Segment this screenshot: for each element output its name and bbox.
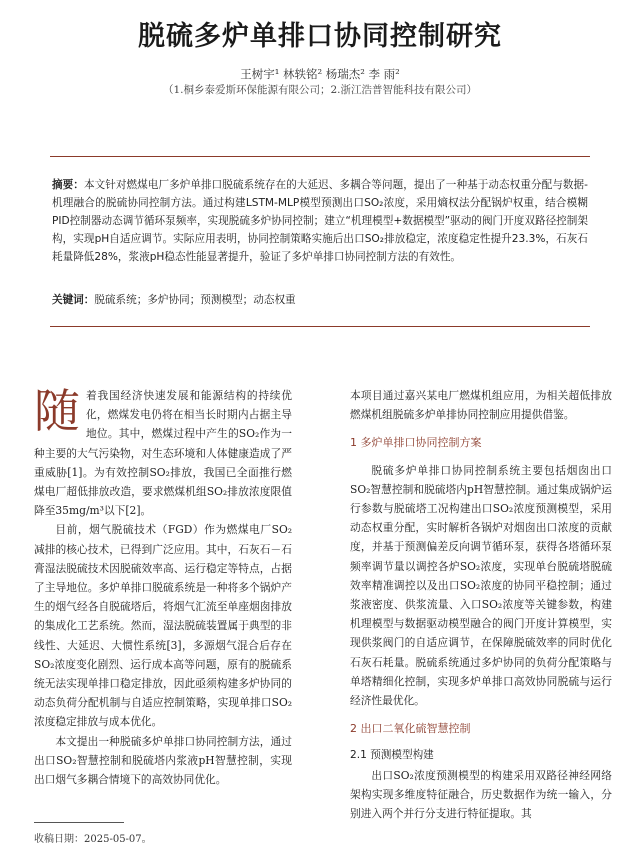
intro-paragraph-1 [34, 386, 292, 520]
left-column [34, 386, 292, 789]
paper-title: 脱硫多炉单排口协同控制研究 [138, 21, 502, 52]
received-date-footnote: 收稿日期：2025-05-07。 [34, 834, 152, 845]
section-1-paragraph: 脱硫多炉单排口协同控制系统主要包括烟囱出口SO₂智慧控制和脱硫塔内pH智慧控制。通过集成锅炉运行参数与脱硫塔工况构建出口SO₂浓度预测模型，采用动态权重分配，实时解析各锅炉对烟囱出口浓度的贡献度，并基于预测偏差反向调节循环泵，获得各塔循环泵频率调节量以调控各炉SO₂浓度，实现单台脱硫塔脱硫效率精准调控以及出口SO₂浓度的协同平稳控制；通过浆液密度、供浆流量、入口SO₂浓度等关键参数，构建机理模型与数据驱动模型融合的阀门开度计算模型，实现供浆阀门的自适应调节，在保障脱硫效率的同时优化石灰石耗量。脱硫系统通过多炉协同的负荷分配策略与单塔精细化控制，实现多炉单排口高效协同脱硫与运行经济性最优化。 [350, 463, 612, 708]
intro-paragraph-3: 本文提出一种脱硫多炉单排口协同控制方法，通过出口SO₂智慧控制和脱硫塔内浆液pH智慧控制，实现出口烟气多耦合情境下的高效协同优化。 [34, 734, 292, 787]
author-line: 王树宇¹ 林轶铭² 杨瑞杰² 李 雨² [240, 67, 400, 81]
intro-paragraph-1-text: 着我国经济快速发展和能源结构的持续优化，燃煤发电仍将在相当长时期内占据主导地位。其中，燃煤过程中产生的SO₂作为一种主要的大气污染物，对生态环境和人体健康造成了严重威胁[1]。为有效控制SO₂排放，我国已全面推行燃煤电厂超低排放改造，要求燃煤机组SO₂排放浓度限值降至35mg/m³以下[2]。 [34, 389, 292, 518]
section-heading-1: 1 多炉单排口协同控制方案 [350, 436, 482, 450]
top-rule [50, 156, 590, 157]
abstract-text: 本文针对燃煤电厂多炉单排口脱硫系统存在的大延迟、多耦合等问题，提出了一种基于动态权重分配与数据-机理融合的脱硫协同控制方法。通过构建LSTM-MLP模型预测出口SO₂浓度，采用熵权法分配锅炉权重，结合模糊PID控制器动态调节循环泵频率，实现脱硫多炉协同控制；建立“机理模型+数据模型”驱动的阀门开度双路径控制架构，实现pH自适应调节。实际应用表明，协同控制策略实施后出口SO₂排放稳定，浓度稳定性提升23.3%，石灰石耗量降低28%，浆液pH稳态性能显著提升，验证了多炉单排口协同控制方法的有效性。 [52, 179, 588, 263]
abstract-label: 摘要： [52, 179, 84, 191]
footnote-rule [34, 822, 124, 823]
keywords-text: 脱硫系统；多炉协同；预测模型；动态权重 [94, 294, 296, 306]
drop-cap: 随 [34, 384, 80, 438]
right-column [350, 386, 612, 823]
bottom-rule [50, 326, 590, 327]
intro-paragraph-2: 目前，烟气脱硫技术（FGD）作为燃煤电厂SO₂减排的核心技术，已得到广泛应用。其中，石灰石－石膏湿法脱硫技术因脱硫效率高、运行稳定等特点，占据了主导地位。多炉单排口脱硫系统是一种将多个锅炉产生的烟气经各自脱硫塔后，将烟气汇流至单座烟囱排放的集成化工艺系统。然而，湿法脱硫装置属于典型的非线性、大延迟、大惯性系统[3]，多源烟气混合后存在SO₂浓度变化剧烈、运行成本高等问题，原有的脱硫系统无法实现单排口稳定排放，因此亟须构建多炉协同的动态负荷分配机制与自适应控制策略，实现单排口SO₂浓度稳定排放与成本优化。 [34, 523, 292, 729]
intro-paragraph-4: 本项目通过嘉兴某电厂燃煤机组应用，为相关超低排放燃煤机组脱硫多炉单排协同控制应用提供借鉴。 [350, 389, 612, 422]
section-2-paragraph: 出口SO₂浓度预测模型的构建采用双路径神经网络架构实现多维度特征融合，历史数据作为统一输入，分别进入两个并行分支进行特征提取。其 [350, 768, 612, 821]
subsection-heading-2-1: 2.1 预测模型构建 [350, 749, 434, 762]
keywords-block [52, 292, 588, 307]
section-heading-2: 2 出口二氧化硫智慧控制 [350, 722, 471, 736]
abstract-block [52, 176, 588, 266]
affiliation-line: （1.桐乡泰爱斯环保能源有限公司；2.浙江浩普智能科技有限公司） [162, 84, 478, 96]
keywords-label: 关键词： [52, 294, 95, 306]
